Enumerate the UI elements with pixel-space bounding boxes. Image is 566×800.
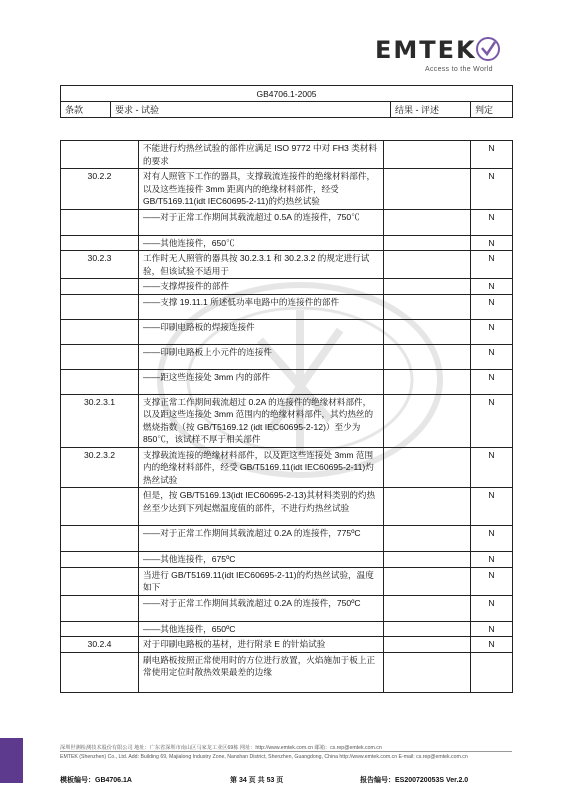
clause-number: 30.2.3 [61, 251, 139, 279]
footer-address-en: EMTEK (Shenzhen) Co., Ltd. Add: Building 69, Majialong Industry Zone, Nanshan District, Shenzhen, Guangdong, China http://www.emtek.com.cn E-mail: cs.rep@emtek.com.cn [60, 754, 468, 760]
verdict: N [471, 552, 513, 568]
clause-number [61, 279, 139, 295]
requirement-text: 工作时无人照管的器具按 30.2.3.1 和 30.2.3.2 的规定进行试验，但该试验不适用于 [139, 251, 384, 279]
table-row [61, 488, 513, 526]
table-row [61, 209, 513, 235]
clause-number [61, 209, 139, 235]
logo-tagline: Access to the World [425, 66, 493, 73]
standard-row [61, 86, 513, 102]
clause-number [61, 344, 139, 369]
table-row [61, 141, 513, 169]
result-cell [384, 567, 471, 595]
table-row [61, 279, 513, 295]
col-result-header: 结果 - 评述 [391, 102, 471, 118]
table-row [61, 526, 513, 552]
logo-brand-text: EMTEK [375, 36, 477, 64]
clause-number [61, 369, 139, 394]
table-row [61, 637, 513, 653]
clause-number [61, 526, 139, 552]
requirement-text: ——支撑 19.11.1 所述低功率电路中的连接件的部件 [139, 294, 384, 319]
verdict: N [471, 344, 513, 369]
company-logo [375, 30, 515, 80]
verdict: N [471, 595, 513, 621]
table-row [61, 235, 513, 251]
requirement-text: 对于印刷电路板的基材，进行附录 E 的针焰试验 [139, 637, 384, 653]
result-cell [384, 169, 471, 210]
table-row [61, 447, 513, 488]
template-number: 模板编号：GB4706.1A [60, 777, 132, 784]
requirement-text: 不能进行灼热丝试验的部件应满足 ISO 9772 中对 FH3 类材料的要求 [139, 141, 384, 169]
result-cell [384, 621, 471, 637]
result-cell [384, 394, 471, 447]
result-cell [384, 294, 471, 319]
verdict: N [471, 209, 513, 235]
requirement-text: 支撑正常工作期间载流超过 0.2A 的连接件的绝缘材料部件，以及距这些连接处 3mm 范围内的绝缘材料部件，其灼热丝的燃烧指数（按 GB/T5169.12 (idt IEC60695-2-12)）至少为 850℃，该试样不厚于相关部件 [139, 394, 384, 447]
verdict: N [471, 567, 513, 595]
test-clause-table [60, 140, 513, 693]
verdict: N [471, 447, 513, 488]
clause-number [61, 319, 139, 344]
verdict: N [471, 251, 513, 279]
standard-number: GB4706.1-2005 [61, 86, 513, 102]
requirement-text: 支撑载流连接的绝缘材料部件，以及距这些连接处 3mm 范围内的绝缘材料部件，经受 GB/T5169.11(idt IEC60695-2-11)灼热丝试验 [139, 447, 384, 488]
table-row [61, 652, 513, 692]
report-header-table [60, 85, 513, 118]
verdict: N [471, 637, 513, 653]
col-clause-header: 条款 [61, 102, 111, 118]
requirement-text: 但是，按 GB/T5169.13(idt IEC60695-2-13)其材料类别的灼热丝至少达到下列起燃温度值的部件，不进行灼热丝试验 [139, 488, 384, 526]
verdict: N [471, 621, 513, 637]
result-cell [384, 235, 471, 251]
clause-number [61, 141, 139, 169]
clause-number: 30.2.4 [61, 637, 139, 653]
table-row [61, 394, 513, 447]
logo-check-icon [475, 36, 501, 62]
table-row [61, 621, 513, 637]
footer-address-cn: 深圳世测检测技术股份有限公司 地址：广东省深圳市南山区马家龙工业区69栋 网址：http://www.emtek.com.cn 邮箱：cs.rep@emtek.com.cn [60, 745, 382, 751]
footer-divider [60, 751, 512, 752]
table-row [61, 595, 513, 621]
clause-number [61, 652, 139, 692]
brand-color-bar [0, 738, 23, 783]
requirement-text: ——距这些连接处 3mm 内的部件 [139, 369, 384, 394]
col-requirement-header: 要求 - 试验 [111, 102, 391, 118]
verdict: N [471, 235, 513, 251]
requirement-text: ——对于正常工作期间其载流超过 0.5A 的连接件，750℃ [139, 209, 384, 235]
result-cell [384, 369, 471, 394]
result-cell [384, 344, 471, 369]
table-row [61, 552, 513, 568]
clause-number [61, 294, 139, 319]
requirement-text: 刷电路板按照正常使用时的方位进行放置，火焰施加于板上正常使用定位时散热效果最差的边缘 [139, 652, 384, 692]
result-cell [384, 251, 471, 279]
clause-number: 30.2.2 [61, 169, 139, 210]
clause-number [61, 552, 139, 568]
clause-number [61, 621, 139, 637]
requirement-text: ——其他连接件，675ºC [139, 552, 384, 568]
verdict: N [471, 141, 513, 169]
verdict: N [471, 369, 513, 394]
table-row [61, 251, 513, 279]
table-row [61, 369, 513, 394]
table-row [61, 169, 513, 210]
column-header-row [61, 102, 513, 118]
result-cell [384, 552, 471, 568]
requirement-text: ——对于正常工作期间其载流超过 0.2A 的连接件，750ºC [139, 595, 384, 621]
verdict: N [471, 319, 513, 344]
requirement-text: 当进行 GB/T5169.11(idt IEC60695-2-11)的灼热丝试验，温度如下 [139, 567, 384, 595]
table-row [61, 319, 513, 344]
result-cell [384, 652, 471, 692]
requirement-text: ——其他连接件，650℃ [139, 235, 384, 251]
verdict: N [471, 279, 513, 295]
verdict: N [471, 394, 513, 447]
result-cell [384, 526, 471, 552]
verdict: N [471, 526, 513, 552]
result-cell [384, 141, 471, 169]
table-row [61, 294, 513, 319]
result-cell [384, 447, 471, 488]
col-verdict-header: 判定 [471, 102, 513, 118]
requirement-text: ——对于正常工作期间其载流超过 0.2A 的连接件，775ºC [139, 526, 384, 552]
clause-number [61, 595, 139, 621]
requirement-text: ——支撑焊接件的部件 [139, 279, 384, 295]
result-cell [384, 209, 471, 235]
result-cell [384, 319, 471, 344]
result-cell [384, 488, 471, 526]
verdict: N [471, 488, 513, 526]
requirement-text: ——印刷电路板的焊接连接件 [139, 319, 384, 344]
requirement-text: ——印刷电路板上小元件的连接件 [139, 344, 384, 369]
verdict: N [471, 169, 513, 210]
result-cell [384, 279, 471, 295]
page-number: 第 34 页 共 53 页 [230, 777, 284, 784]
clause-number: 30.2.3.1 [61, 394, 139, 447]
clause-number [61, 488, 139, 526]
verdict [471, 652, 513, 692]
clause-number [61, 235, 139, 251]
requirement-text: ——其他连接件，650ºC [139, 621, 384, 637]
clause-number [61, 567, 139, 595]
table-row [61, 567, 513, 595]
requirement-text: 对有人照管下工作的器具，支撑载流连接件的绝缘材料部件，以及这些连接件 3mm 距离内的绝缘材料部件，经受 GB/T5169.11(idt IEC60695-2-11)的灼热丝试验 [139, 169, 384, 210]
result-cell [384, 637, 471, 653]
report-number: 报告编号：ES200720053S Ver.2.0 [360, 777, 469, 784]
verdict: N [471, 294, 513, 319]
result-cell [384, 595, 471, 621]
table-row [61, 344, 513, 369]
clause-number: 30.2.3.2 [61, 447, 139, 488]
